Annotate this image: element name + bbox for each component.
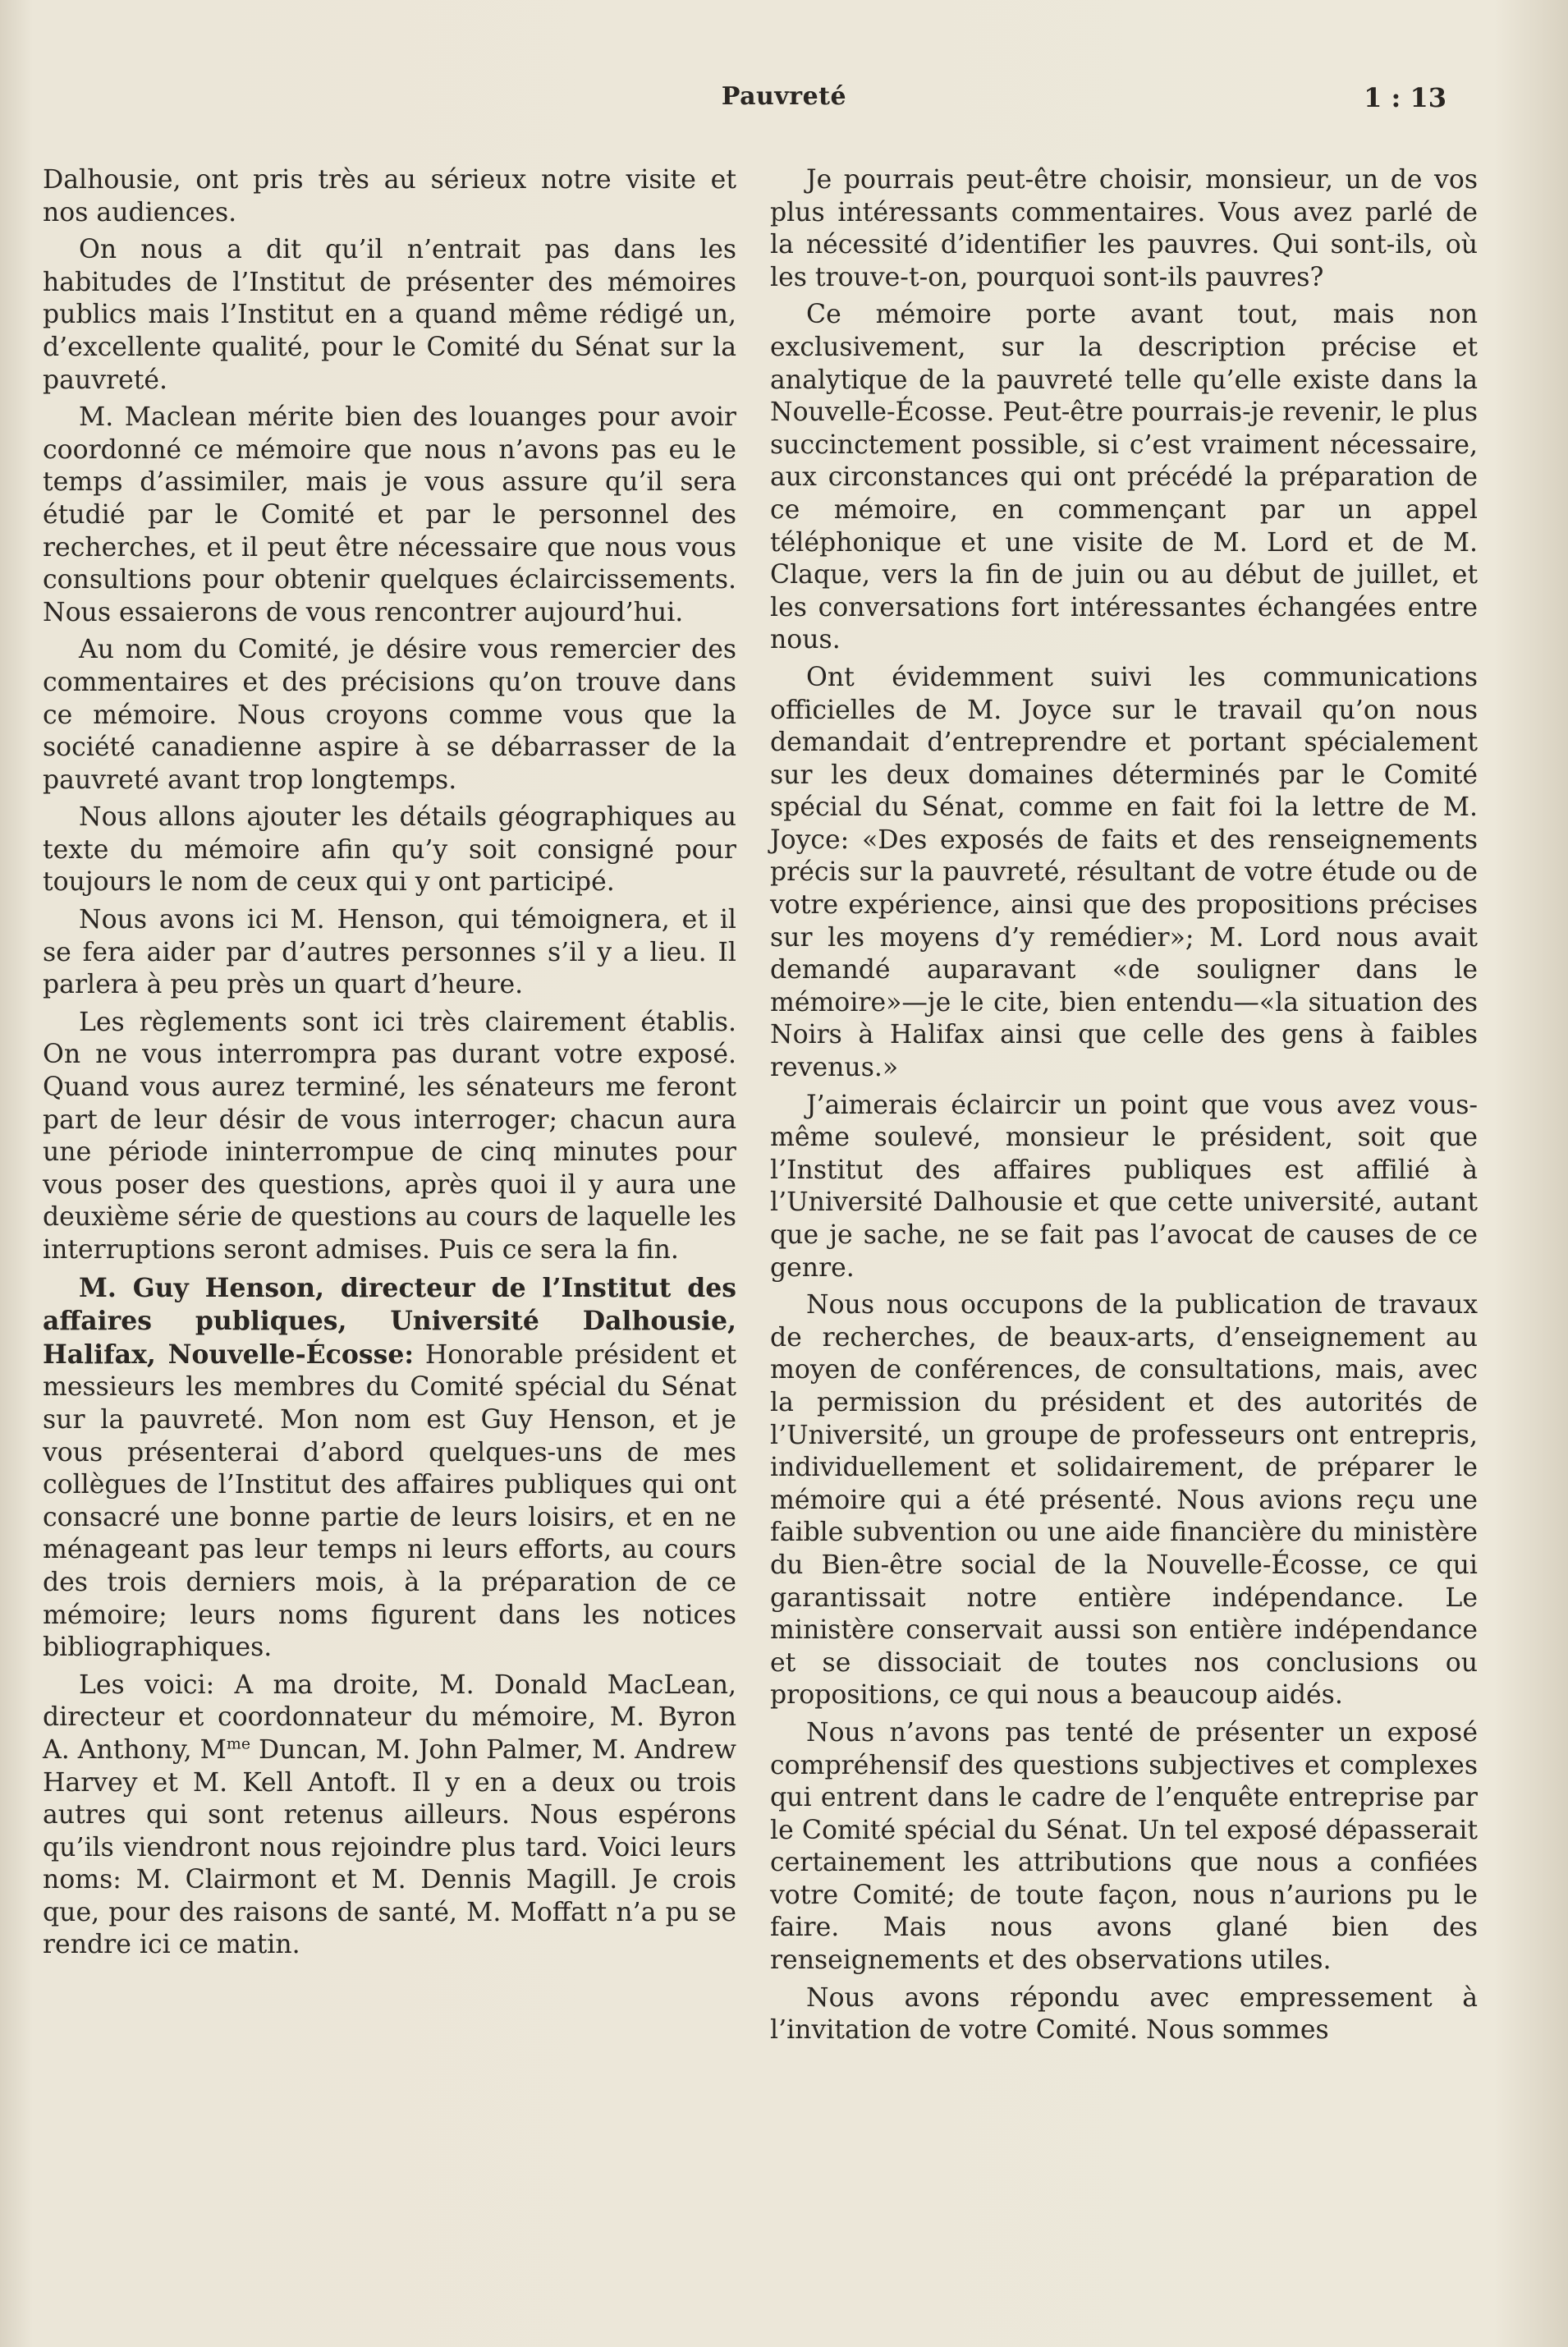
- paragraph: Nous avons répondu avec empressement à l’invitation de votre Comité. Nous sommes: [770, 1982, 1478, 2046]
- paragraph: Au nom du Comité, je désire vous remercier des commentaires et des précisions qu’on trouve dans ce mémoire. Nous croyons comme vous que la société canadienne aspire à se débarrasser de la pauvreté avant trop longtemps.: [43, 635, 736, 795]
- paragraph: [43, 1670, 736, 1962]
- paragraph-text: Les voici: A ma droite, M. Donald MacLean, directeur et coordonnateur du mémoire, M. Byron A. Anthony, M: [43, 1670, 736, 1765]
- right-column: [770, 164, 1478, 2052]
- page-header: [0, 82, 1568, 131]
- paragraph: Ce mémoire porte avant tout, mais non exclusivement, sur la description précise et analytique de la pauvreté telle qu’elle existe dans la Nouvelle-Écosse. Peut-être pourrais-je revenir, le plus succinctement possible, si c’est vraiment nécessaire, aux circonstances qui ont précédé la préparation de ce mémoire, en commençant par un appel téléphonique et une visite de M. Lord et de M. Claque, vers la fin de juin ou au début de juillet, et les conversations fort intéressantes échangées entre nous.: [770, 300, 1478, 655]
- speaker-name: M. Guy Henson, directeur de l’Institut des affaires publiques, Université Dalhousie, Halifax, Nouvelle-Écosse:: [43, 1272, 736, 1370]
- paragraph: Les règlements sont ici très clairement établis. On ne vous interrompra pas durant votre exposé. Quand vous aurez terminé, les sénateurs me feront part de leur désir de vous interroger; chacun aura une période ininterrompue de cinq minutes pour vous poser des questions, après quoi il y aura une deuxième série de questions au cours de laquelle les interruptions seront admises. Puis ce sera la fin.: [43, 1007, 736, 1265]
- speaker-paragraph: [43, 1272, 736, 1665]
- paragraph: J’aimerais éclaircir un point que vous avez vous-même soulevé, monsieur le président, soit que l’Institut des affaires publiques est affilié à l’Université Dalhousie et que cette université, autant que je sache, ne se fait pas l’avocat de causes de ce genre.: [770, 1090, 1478, 1283]
- paragraph: Nous nous occupons de la publication de travaux de recherches, de beaux-arts, d’enseignement au moyen de conférences, de consultations, mais, avec la permission du président et des autorités de l’Université, un groupe de professeurs ont entrepris, individuellement et solidairement, de préparer le mémoire qui a été présenté. Nous avions reçu une faible subvention ou une aide financière du ministère du Bien-être social de la Nouvelle-Écosse, ce qui garantissait notre entière indépendance. Le ministère conservait aussi son entière indépendance et se dissociait de toutes nos conclusions ou propositions, ce qui nous a beaucoup aidés.: [770, 1290, 1478, 1711]
- paragraph: On nous a dit qu’il n’entrait pas dans les habitudes de l’Institut de présenter des mémoires publics mais l’Institut en a quand même rédigé un, d’excellente qualité, pour le Comité du Sénat sur la pauvreté.: [43, 235, 736, 395]
- paragraph: Nous avons ici M. Henson, qui témoignera, et il se fera aider par d’autres personnes s’il y a lieu. Il parlera à peu près un quart d’heure.: [43, 905, 736, 1000]
- page-number: 1 : 13: [1364, 82, 1447, 113]
- speaker-text: Honorable président et messieurs les membres du Comité spécial du Sénat sur la pauvreté. Mon nom est Guy Henson, et je vous présenterai d’abord quelques-uns de mes collègues de l’Institut des affaires publiques qui ont consacré une bonne partie de leurs loisirs, et en ne ménageant pas leur temps ni leurs efforts, au cours des trois derniers mois, à la préparation de ce mémoire; leurs noms figurent dans les notices bibliographiques.: [43, 1339, 736, 1663]
- paragraph: Dalhousie, ont pris très au sérieux notre visite et nos audiences.: [43, 165, 736, 227]
- superscript: me: [226, 1734, 251, 1753]
- left-column: [43, 164, 736, 1967]
- paragraph: Je pourrais peut-être choisir, monsieur, un de vos plus intéressants commentaires. Vous avez parlé de la nécessité d’identifier les pauvres. Qui sont-ils, où les trouve-t-on, pourquoi sont-ils pauvres?: [770, 165, 1478, 292]
- paragraph: M. Maclean mérite bien des louanges pour avoir coordonné ce mémoire que nous n’avons pas eu le temps d’assimiler, mais je vous assure qu’il sera étudié par le Comité et par le personnel des recherches, et il peut être nécessaire que nous vous consultions pour obtenir quelques éclaircissements. Nous essaierons de vous rencontrer aujourd’hui.: [43, 402, 736, 627]
- paragraph: Ont évidemment suivi les communications officielles de M. Joyce sur le travail qu’on nous demandait d’entreprendre et portant spécialement sur les deux domaines déterminés par le Comité spécial du Sénat, comme en fait foi la lettre de M. Joyce: «Des exposés de faits et des renseignements précis sur la pauvreté, résultant de votre étude ou de votre expérience, ainsi que des propositions précises sur les moyens d’y remédier»; M. Lord nous avait demandé auparavant «de souligner dans le mémoire»—je le cite, bien entendu—«la situation des Noirs à Halifax ainsi que celle des gens à faibles revenus.»: [770, 662, 1478, 1083]
- paragraph: Nous n’avons pas tenté de présenter un exposé compréhensif des questions subjectives et complexes qui entrent dans le cadre de l’enquête entreprise par le Comité spécial du Sénat. Un tel exposé dépasserait certainement les attributions que nous a confiées votre Comité; de toute façon, nous n’aurions pu le faire. Mais nous avons glané bien des renseignements et des observations utiles.: [770, 1717, 1478, 1976]
- paragraph: Nous allons ajouter les détails géographiques au texte du mémoire afin qu’y soit consigné pour toujours le nom de ceux qui y ont participé.: [43, 802, 736, 898]
- running-title: Pauvreté: [721, 82, 847, 111]
- paragraph-text: Duncan, M. John Palmer, M. Andrew Harvey et M. Kell Antoft. Il y en a deux ou trois autres qui sont retenus ailleurs. Nous espérons qu’ils viendront nous rejoindre plus tard. Voici leurs noms: M. Clairmont et M. Dennis Magill. Je crois que, pour des raisons de santé, M. Moffatt n’a pu se rendre ici ce matin.: [43, 1734, 736, 1960]
